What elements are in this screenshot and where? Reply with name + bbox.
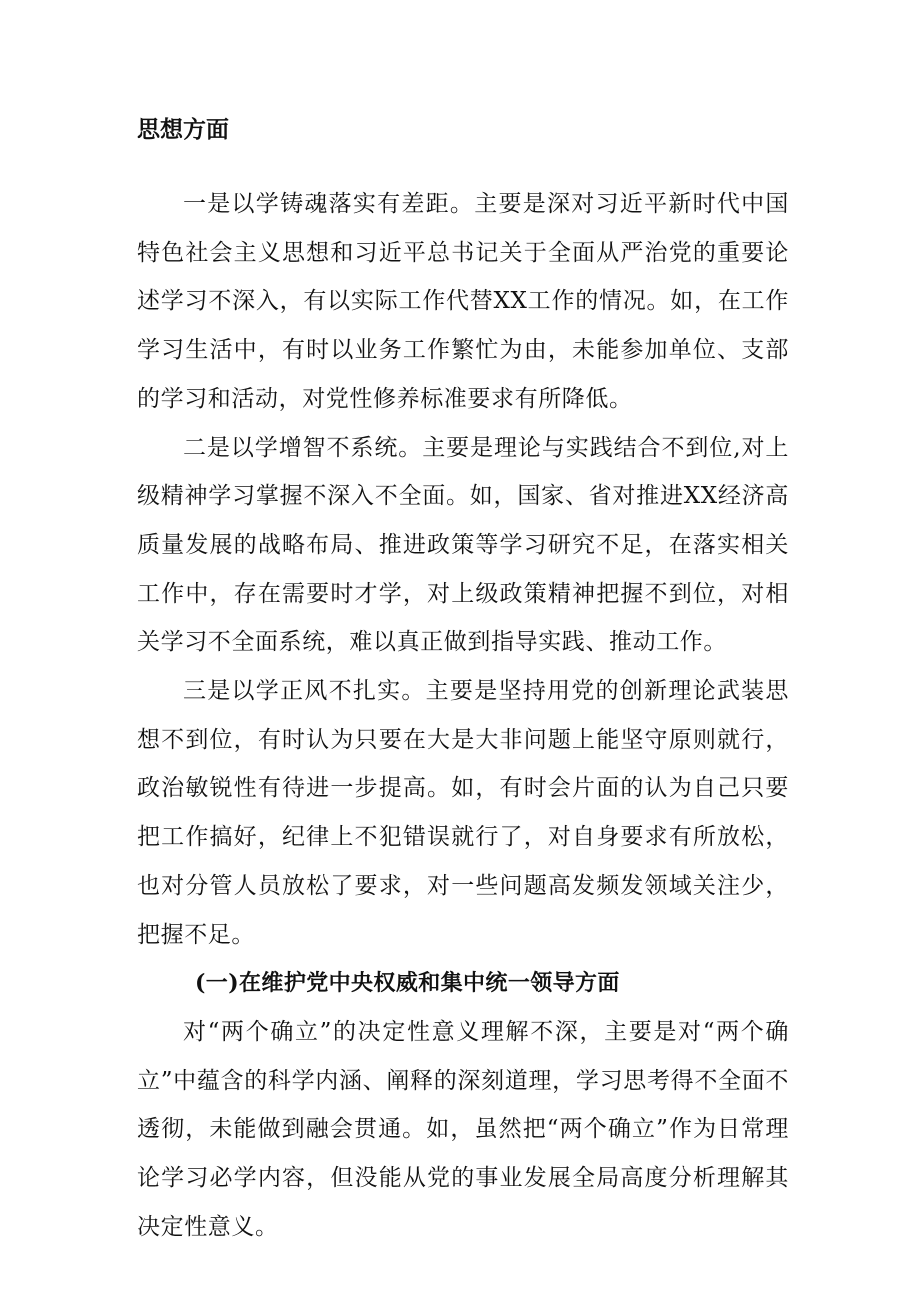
document-body	[137, 180, 789, 1251]
paragraph-2: 二是以学增智不系统。主要是理论与实践结合不到位,对上级精神学习掌握不深入不全面。如，国家、省对推进XX经济高质量发展的战略布局、推进政策等学习研究不足，在落实相关工作中，存在需要时才学，对上级政策精神把握不到位，对相关学习不全面系统，难以真正做到指导实践、推动工作。	[137, 434, 789, 656]
subsection-heading: (一)在维护党中央权威和集中统一领导方面	[195, 970, 620, 997]
paragraph-1: 一是以学铸魂落实有差距。主要是深对习近平新时代中国特色社会主义思想和习近平总书记关于全面从严治党的重要论述学习不深入，有以实际工作代替XX工作的情况。如，在工作学习生活中，有时以业务工作繁忙为由，未能参加单位、支部的学习和活动，对党性修养标准要求有所降低。	[137, 191, 789, 412]
section-title: 思想方面	[137, 116, 229, 143]
paragraph-3: 三是以学正风不扎实。主要是坚持用党的创新理论武装思想不到位，有时认为只要在大是大非问题上能坚守原则就行，政治敏锐性有待进一步提高。如，有时会片面的认为自己只要把工作搞好，纪律上不犯错误就行了，对自身要求有所放松，也对分管人员放松了要求，对一些问题高发频发领域关注少，把握不足。	[137, 678, 789, 948]
paragraph-4: 对“两个确立”的决定性意义理解不深，主要是对“两个确立”中蕴含的科学内涵、阐释的深刻道理，学习思考得不全面不透彻，未能做到融会贯通。如，虽然把“两个确立”作为日常理论学习必学内容，但没能从党的事业发展全局高度分析理解其决定性意义。	[137, 1018, 789, 1240]
